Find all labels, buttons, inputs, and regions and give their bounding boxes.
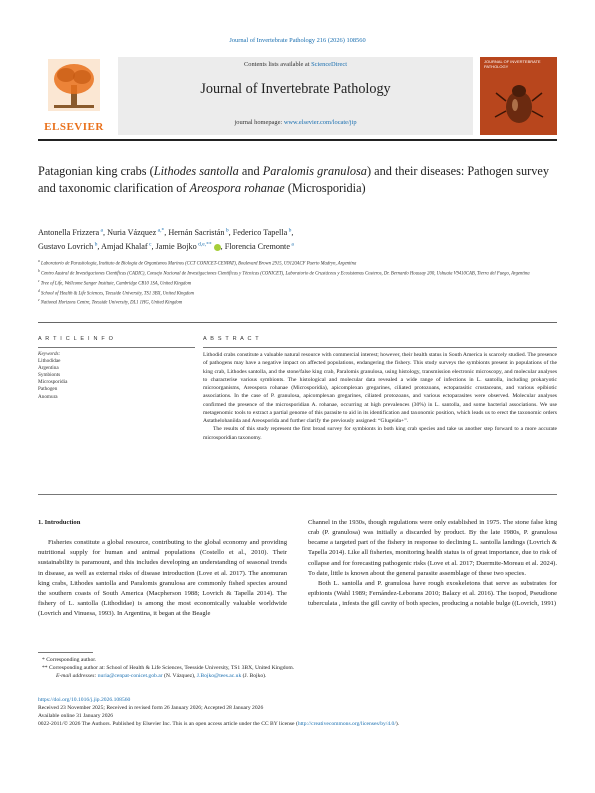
journal-homepage-link[interactable]: www.elsevier.com/locate/jip (283, 119, 357, 126)
title-part: Lithodes santolla (153, 164, 239, 178)
affiliation-text: Laboratorio de Parasitología, Instituto de Biología de Organismos Marinos (CCT CONICET-CENPAT), Boulevard Brown 2915, U9120ACF Puerto Madryn, Argentina (39, 261, 357, 267)
author: Jamie Bojko $^{d,e,**}$ , (155, 241, 225, 252)
title-part: and (238, 164, 263, 178)
keyword: Argentina (38, 365, 59, 372)
intro-heading: 1. Introduction (38, 519, 81, 526)
elsevier-logo (38, 57, 110, 135)
contents-line (118, 61, 473, 68)
available-online: Available online 31 January 2026 (38, 712, 114, 719)
license-suffix: ). (395, 720, 400, 727)
author: Federico Tapella $^b$, (232, 227, 294, 237)
publication-info (38, 697, 557, 729)
affiliation (38, 268, 557, 278)
affiliation (38, 288, 557, 298)
sciencedirect-link[interactable]: ScienceDirect (311, 61, 347, 68)
corresponding-author-1: * Corresponding author. (42, 657, 97, 663)
author-name: Jamie Bojko (155, 242, 197, 252)
keyword: Microsporidia (38, 379, 68, 386)
journal-homepage-line (118, 119, 473, 126)
abstract-bottom-rule (38, 494, 557, 495)
author-affiliation-marker[interactable]: b (93, 241, 98, 248)
email-link-bojko[interactable]: J.Bojko@tees.ac.uk (196, 672, 242, 679)
email-name-vazquez: (N. Vázquez), (163, 672, 196, 679)
keyword: Pathogen (38, 386, 58, 393)
journal-title: Journal of Invertebrate Pathology (200, 81, 391, 97)
article-title (38, 163, 557, 197)
cover-title: JOURNAL OF INVERTEBRATE PATHOLOGY (484, 59, 541, 69)
title-part: Areospora rohanae (189, 181, 285, 195)
affiliation-text: School of Health & Life Sciences, Teesside University, TS1 3BX, United Kingdom (39, 291, 194, 297)
received-dates: Received 23 November 2025; Received in revised form 26 January 2026; Accepted 28 January 2026 (38, 704, 264, 711)
footnotes (38, 657, 557, 681)
affiliation (38, 278, 557, 288)
author-affiliation-marker[interactable]: a (99, 227, 103, 233)
author-name: Federico Tapella (232, 227, 288, 237)
abstract-heading: A B S T R A C T (203, 336, 260, 342)
author-name: Nuria Vázquez (107, 227, 157, 237)
author: Gustavo Lovrich $^b$, (38, 241, 102, 252)
author-affiliation-marker[interactable]: c (147, 241, 152, 248)
affiliation-text: National Horizons Centre, Teesside University, DL1 1HG, United Kingdom (39, 301, 183, 306)
elsevier-wordmark: ELSEVIER (44, 121, 104, 133)
intro-paragraph-2: Channel in the 1930s, though regulations were only established in 1975. The stone false king crab (P. granulosa) was initially a discarded by product. By the late 1980s, P. granulosa became a targeted part of the fishery in response to declining L. santolla landings (Lovrich & Tapella 2014). Like all fisheries, monitoring health status is of great importance, due to risk of collapse and for forecasting pathogenic risks (Love et al. 2017; Duermite-Moreau et al. 2024). To date, little is known about the general parasite assemblage of these two species. (308, 519, 557, 577)
author: Amjad Khalaf $^c$, (101, 241, 156, 252)
doi-link[interactable]: https://doi.org/10.1016/j.jip.2026.108560 (38, 697, 131, 703)
author-affiliation-marker[interactable]: b (287, 227, 292, 233)
title-part: ) and their diseases: Pathogen survey and taxonomic clarification of (38, 164, 549, 195)
abstract-paragraph-2: The results of this study represent the first broad survey for symbionts in both king crab species and take us another step forward to a more accurate microsporidian taxonomy. (203, 426, 557, 441)
author-list (38, 224, 557, 253)
article-info-heading: A R T I C L E I N F O (38, 336, 115, 342)
affiliation-text: Centro Austral de Investigaciones Científicas (CADIC), Consejo Nacional de Investigaciones Científicas y Técnicas (CONICET), Laboratorio de Crustáceos y Ecosistemas Costeros, Dr. Bernardo Houssay 200, Ushuaia V9410CAB, Tierra del Fuego, Argentina (39, 271, 530, 277)
contents-prefix: Contents lists available at (244, 61, 312, 68)
intro-paragraph-1: Fisheries constitute a global resource, contributing to the global economy and providing nutritional supply for human and animal populations (Costello et al., 2010). Their sustainability is paramount, and this includes developing an understanding of seasonal trends in disease, as well as external risks of disease introduction (Love et al. 2017). The anomuran king crabs, Lithodes santolla and Paralomis granulosa are commonly fished species around the southern coasts of South America (Macpherson 1988; Lovrich & Tapella 2014). The fishery of L. santolla (Lithodidae) is among the most economically valuable worldwide (Lovrich and Vinuesa, 1993). In Argentina, it began at the Beagle (38, 539, 287, 618)
author-affiliation-marker[interactable]: a,* (156, 227, 165, 233)
homepage-prefix: journal homepage: (234, 119, 284, 126)
keyword: Anomura (38, 393, 58, 400)
author-name: Florencia Cremonte (224, 242, 290, 252)
email-label: E-mail addresses: (56, 672, 97, 679)
keywords-block (38, 351, 195, 401)
journal-cover-thumbnail[interactable] (480, 57, 557, 135)
intro-column-right (308, 518, 557, 609)
footnote-rule (38, 652, 93, 653)
author (225, 242, 294, 251)
affiliation-marker: b (38, 268, 40, 273)
abstract-rule (203, 347, 557, 348)
title-part: Paralomis granulosa (262, 164, 367, 178)
license-link[interactable]: http://creativecommons.org/licenses/by/4.0/ (297, 720, 396, 727)
author-name: Gustavo Lovrich (38, 242, 94, 252)
license-line (38, 721, 557, 729)
affiliation-text: Tree of Life, Wellcome Sanger Institute, Cambridge CB10 1SA, United Kingdom (39, 281, 192, 287)
elsevier-tree-icon (48, 59, 100, 111)
author-name: Antonella Frizzera (38, 227, 100, 237)
corresponding-author-2: ** Corresponding author at: School of Health & Life Sciences, Teesside University, TS1 3BX, United Kingdom. (42, 664, 295, 671)
affiliations (38, 258, 557, 307)
email-link-vazquez[interactable]: nuria@cenpat-conicet.gob.ar (97, 672, 163, 679)
author-affiliation-marker[interactable]: d,e,** (196, 241, 212, 248)
intro-column-left (38, 518, 287, 619)
title-part: Patagonian king crabs ( (38, 164, 154, 178)
intro-paragraph-3: Both L. santolla and P. granulosa have rough exoskeletons that serve as substrates for epibionts (Wahl 1989; Fernández-Leborans 2010; Balazy et al. 2016). The isopod, Pseudione tuberculata , infests the gill cavity of both species, producing a notable bulge ((Lovrich, 1991) (308, 579, 557, 608)
affiliation-marker: e (38, 298, 40, 303)
keywords-label: Keywords: (38, 351, 61, 357)
header-rule (38, 139, 557, 141)
journal-reference-link[interactable]: Journal of Invertebrate Pathology 216 (2026) 108560 (229, 37, 366, 44)
author-affiliation-marker[interactable]: b (224, 227, 229, 233)
author: Nuria Vázquez $^{a,*}$, (107, 227, 169, 237)
author-affiliation-marker[interactable]: a (289, 241, 294, 248)
keyword: Symbionts (38, 372, 61, 379)
license-prefix: 0022-2011/© 2026 The Authors. Published by Elsevier Inc. This is an open access article under the CC BY license ( (38, 720, 298, 727)
affiliation-rule (38, 322, 557, 323)
title-part: (Microsporidia) (284, 181, 366, 195)
affiliation-marker: c (38, 278, 40, 283)
article-info-rule (38, 347, 195, 348)
abstract-text (203, 351, 557, 442)
affiliation-marker: a (38, 259, 40, 263)
affiliation (38, 258, 557, 268)
email-line (38, 673, 557, 681)
cover-insect-icon (494, 79, 544, 127)
orcid-icon[interactable] (214, 244, 221, 251)
journal-masthead (118, 57, 473, 135)
author: Hernán Sacristán $^b$, (168, 227, 233, 237)
abstract-paragraph-1: Lithodid crabs constitute a valuable natural resource with commercial interest; however, their health status in South America is scarcely studied. The presence of pathogens may have a negative impact on affected populations, endangering the fishery. This study surveys the symbionts present in populations of the king crab, Lithodes santolla, and the stone/false king crab, Paralomis granulosa, using histology, transmission electronic microscopy, and molecular analyses to characterise various symbionts. The histological and molecular data revealed a wide range of infections in L. santolla, including prokaryotic microorganisms, Areospora rohanae (Microsporidia), apicomplexan gregarines, ciliated protozoans, ectoparasitic crustaceans, and various epibiotic associations. In the case of P. granulosa, apicomplexan gregarines, ciliated protozoans, and various ectoparasites were observed. Molecular analyses confirmed the presence of the microsporidian A. rohanae, occurring at high prevalences (30%) in L. santolla, and some bacterial associations. We use metagenomic tools to extract a partial genome of this parasite to aid in its identification and taxonomic position, which leads us to erect the taxonomic orders Astathelohaniida and Areosporida and further clarify the previously assigned: “Glugeida+”. (203, 352, 557, 424)
affiliation-marker: d (38, 288, 40, 293)
affiliation (38, 297, 557, 307)
keyword: Lithodidae (38, 358, 61, 365)
email-name-bojko: (J. Bojko). (242, 672, 267, 679)
author-name: Amjad Khalaf (101, 242, 148, 252)
author: Antonella Frizzera $^a$, (38, 227, 108, 237)
author-name: Hernán Sacristán (168, 227, 225, 237)
